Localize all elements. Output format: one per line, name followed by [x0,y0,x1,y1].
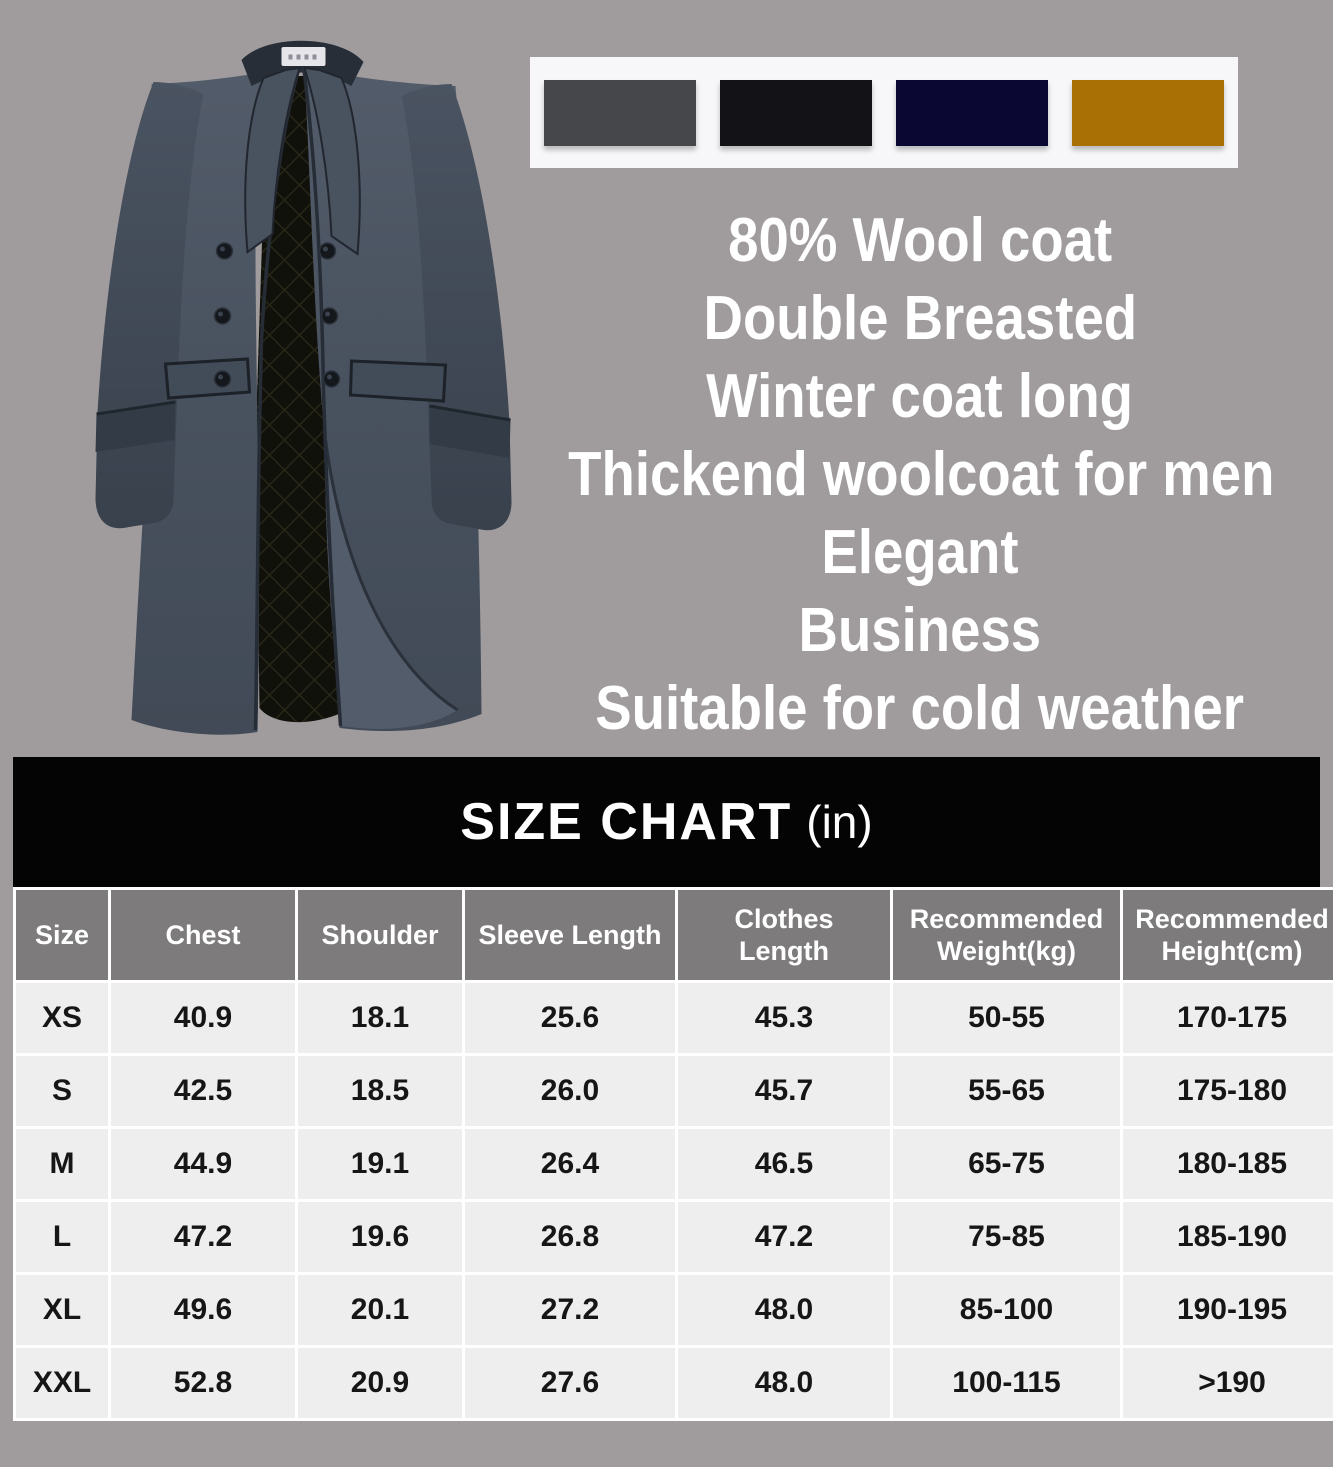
value-cell: 175-180 [1123,1056,1333,1126]
size-chart-table [13,887,1333,1421]
table-row [16,983,1333,1053]
value-cell: 55-65 [893,1056,1120,1126]
feature-text: 80% Wool coat [727,206,1113,275]
value-cell: 27.2 [465,1275,675,1345]
value-cell: 170-175 [1123,983,1333,1053]
value-cell: >190 [1123,1348,1333,1418]
feature-text: Double Breasted [703,284,1137,353]
value-cell: 48.0 [678,1275,890,1345]
column-header: Recommended Height(cm) [1123,890,1333,980]
size-cell: XS [16,983,108,1053]
color-swatch-black [720,80,872,146]
color-swatch-navy [896,80,1048,146]
size-chart-section [13,757,1329,1421]
feature-text: Thickend woolcoat for men [568,440,1275,509]
value-cell: 49.6 [111,1275,295,1345]
column-header: Recommended Weight(kg) [893,890,1120,980]
value-cell: 42.5 [111,1056,295,1126]
size-cell: XXL [16,1348,108,1418]
value-cell: 26.4 [465,1129,675,1199]
value-cell: 18.1 [298,983,462,1053]
table-row [16,1348,1333,1418]
color-swatch-camel [1072,80,1224,146]
table-row [16,1275,1333,1345]
value-cell: 65-75 [893,1129,1120,1199]
coat-illustration [88,20,516,755]
feature-text: Winter coat long [706,362,1134,431]
coat-left-pocket-flap [166,359,250,398]
color-swatch-grey [544,80,696,146]
value-cell: 50-55 [893,983,1120,1053]
value-cell: 20.1 [298,1275,462,1345]
value-cell: 20.9 [298,1348,462,1418]
column-header: Chest [111,890,295,980]
size-chart-header-row [16,890,1333,980]
feature-text: Suitable for cold weather [595,674,1245,743]
value-cell: 45.3 [678,983,890,1053]
value-cell: 25.6 [465,983,675,1053]
value-cell: 190-195 [1123,1275,1333,1345]
color-swatch-strip [530,57,1238,168]
table-row [16,1202,1333,1272]
size-chart-title: SIZE CHART [460,793,793,851]
feature-text: Business [798,596,1042,665]
value-cell: 26.8 [465,1202,675,1272]
size-chart-header [13,757,1320,887]
column-header: Sleeve Length [465,890,675,980]
value-cell: 100-115 [893,1348,1120,1418]
value-cell: 45.7 [678,1056,890,1126]
value-cell: 47.2 [678,1202,890,1272]
table-row [16,1056,1333,1126]
value-cell: 180-185 [1123,1129,1333,1199]
size-chart-unit: (in) [806,796,873,848]
size-cell: L [16,1202,108,1272]
coat-brand-label [282,47,326,66]
column-header: Shoulder [298,890,462,980]
value-cell: 27.6 [465,1348,675,1418]
product-info-column [520,0,1320,748]
table-row [16,1129,1333,1199]
value-cell: 47.2 [111,1202,295,1272]
size-cell: S [16,1056,108,1126]
size-cell: XL [16,1275,108,1345]
column-header: Size [16,890,108,980]
value-cell: 46.5 [678,1129,890,1199]
size-cell: M [16,1129,108,1199]
value-cell: 26.0 [465,1056,675,1126]
value-cell: 19.1 [298,1129,462,1199]
column-header: Clothes Length [678,890,890,980]
value-cell: 75-85 [893,1202,1120,1272]
value-cell: 48.0 [678,1348,890,1418]
value-cell: 19.6 [298,1202,462,1272]
value-cell: 44.9 [111,1129,295,1199]
value-cell: 40.9 [111,983,295,1053]
size-chart-body [16,983,1333,1418]
value-cell: 185-190 [1123,1202,1333,1272]
feature-list [520,202,1320,748]
value-cell: 52.8 [111,1348,295,1418]
coat-right-pocket-flap [351,361,446,401]
coat-product-image [88,20,516,755]
value-cell: 85-100 [893,1275,1120,1345]
feature-text: Elegant [821,518,1019,587]
value-cell: 18.5 [298,1056,462,1126]
